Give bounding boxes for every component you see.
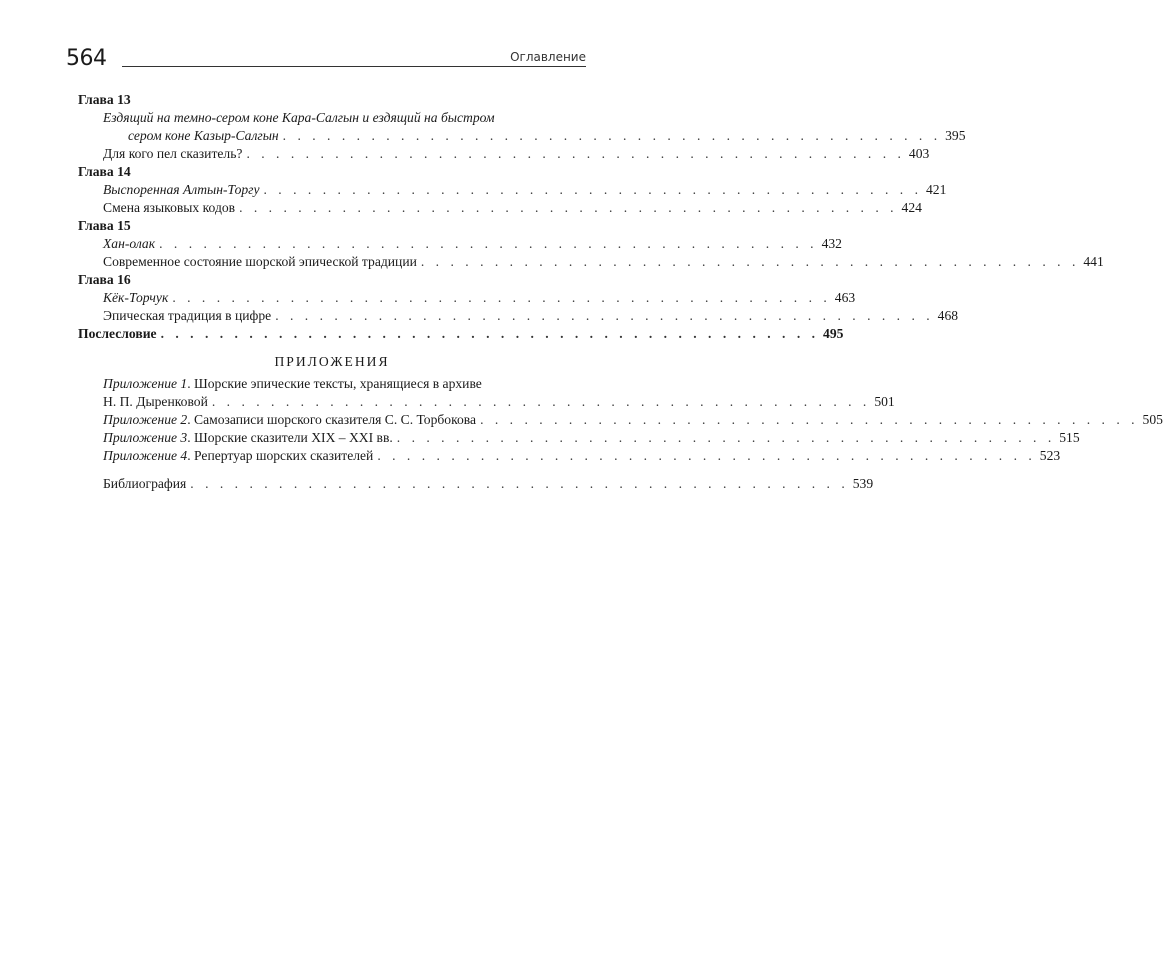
appendix-title: . Шорские эпические тексты, хранящиеся в архиве	[187, 376, 482, 391]
appendix-title: . Самозаписи шорского сказителя С. С. Торбокова	[187, 412, 477, 427]
toc-entry-title: Послесловие	[78, 326, 157, 341]
dot-leader: . . . . . . . . . . . . . . . . . . . . . . . . . . . . . . . . . . . . . . . . . . . . .	[239, 200, 898, 215]
toc-entry-title: Библиография	[103, 476, 187, 491]
header-rule	[122, 66, 586, 67]
toc-entry[interactable]	[103, 429, 1080, 447]
toc-entry[interactable]	[78, 145, 930, 163]
appendix-label: Приложение 1	[103, 376, 188, 391]
appendices-list	[78, 375, 1163, 493]
spacer	[103, 465, 586, 475]
dot-leader: . . . . . . . . . . . . . . . . . . . . . . . . . . . . . . . . . . . . . . . . . . . . .	[275, 308, 934, 323]
dot-leader: . . . . . . . . . . . . . . . . . . . . . . . . . . . . . . . . . . . . . . . . . . . . .	[160, 326, 820, 341]
toc-entry[interactable]	[103, 411, 1163, 429]
toc-entry[interactable]	[78, 235, 842, 253]
appendices-heading: ПРИЛОЖЕНИЯ	[274, 354, 390, 369]
toc-entry-title: Эпическая традиция в цифре	[103, 308, 272, 323]
chapter-13-title: Глава 13	[78, 92, 131, 107]
toc-entry-page: 463	[834, 290, 856, 305]
appendix-label: Приложение 4	[103, 448, 188, 463]
toc-entry-title: Хан-олак	[103, 236, 156, 251]
dot-leader: . . . . . . . . . . . . . . . . . . . . . . . . . . . . . . . . . . . . . . . . . . . . .	[282, 128, 942, 143]
toc-entry[interactable]	[78, 307, 959, 325]
dot-leader: . . . . . . . . . . . . . . . . . . . . . . . . . . . . . . . . . . . . . . . . . . . . .	[377, 448, 1036, 463]
toc-entry[interactable]	[78, 289, 856, 307]
toc-entry-afterword[interactable]	[78, 325, 844, 343]
toc-entry[interactable]	[78, 253, 1104, 271]
chapter-16-title: Глава 16	[78, 272, 131, 287]
dot-leader: . . . . . . . . . . . . . . . . . . . . . . . . . . . . . . . . . . . . . . . . . . . . .	[420, 254, 1080, 269]
dot-leader: . . . . . . . . . . . . . . . . . . . . . . . . . . . . . . . . . . . . . . . . . . . . .	[211, 394, 871, 409]
toc-entry-page: 403	[908, 146, 930, 161]
running-title: Оглавление	[506, 50, 586, 64]
chapter-14-title: Глава 14	[78, 164, 131, 179]
toc-entry-title: Н. П. Дыренковой	[103, 394, 208, 409]
dot-leader: . . . . . . . . . . . . . . . . . . . . . . . . . . . . . . . . . . . . . . . . . . . . .	[172, 290, 831, 305]
table-of-contents	[78, 91, 1163, 493]
toc-entry[interactable]	[103, 447, 1061, 465]
toc-entry-title: Для кого пел сказитель?	[103, 146, 243, 161]
toc-entry-title: Современное состояние шорской эпической традиции	[103, 254, 417, 269]
dot-leader: . . . . . . . . . . . . . . . . . . . . . . . . . . . . . . . . . . . . . . . . . . . . .	[190, 476, 849, 491]
toc-entry[interactable]	[78, 181, 947, 199]
dot-leader: . . . . . . . . . . . . . . . . . . . . . . . . . . . . . . . . . . . . . . . . . . . . .	[263, 182, 922, 197]
toc-entry-bibliography[interactable]	[103, 475, 874, 493]
toc-entry-title: Кёк-Торчук	[103, 290, 169, 305]
dot-leader: . . . . . . . . . . . . . . . . . . . . . . . . . . . . . . . . . . . . . . . . . . . . .	[159, 236, 818, 251]
toc-entry-page: 495	[823, 326, 844, 341]
toc-entry-line: Ездящий на темно-сером коне Кара-Салгын и ездящий на быстром	[103, 110, 495, 125]
toc-entry-title: сером коне Казыр-Салгын	[128, 128, 279, 143]
toc-entry-page: 421	[925, 182, 947, 197]
toc-entry-page: 539	[852, 476, 874, 491]
toc-entry-line	[103, 375, 586, 393]
toc-entry-page: 523	[1039, 448, 1061, 463]
chapter-15-title: Глава 15	[78, 218, 131, 233]
page-header	[66, 46, 586, 74]
toc-entry-page: 468	[937, 308, 959, 323]
dot-leader: . . . . . . . . . . . . . . . . . . . . . . . . . . . . . . . . . . . . . . . . . . . . .	[246, 146, 905, 161]
dot-leader: . . . . . . . . . . . . . . . . . . . . . . . . . . . . . . . . . . . . . . . . . . . . .	[396, 430, 1056, 445]
toc-entry-page: 395	[945, 128, 966, 143]
toc-entry-page: 515	[1059, 430, 1080, 445]
toc-entry-title: Выспоренная Алтын-Торгу	[103, 182, 260, 197]
appendix-title: . Шорские сказители XIX – XXI вв.	[187, 430, 393, 445]
toc-entry-page: 441	[1083, 254, 1104, 269]
toc-entry[interactable]	[103, 393, 895, 411]
toc-entry-page: 505	[1142, 412, 1163, 427]
page-number: 564	[66, 46, 107, 71]
toc-entry[interactable]	[78, 199, 922, 217]
dot-leader: . . . . . . . . . . . . . . . . . . . . . . . . . . . . . . . . . . . . . . . . . . . . .	[480, 412, 1139, 427]
toc-entry-page: 432	[821, 236, 842, 251]
appendix-label: Приложение 2	[103, 412, 188, 427]
appendix-title: . Репертуар шорских сказителей	[187, 448, 374, 463]
toc-entry-page: 501	[874, 394, 895, 409]
appendix-label: Приложение 3	[103, 430, 188, 445]
toc-entry-title: Смена языковых кодов	[103, 200, 236, 215]
toc-entry-page: 424	[901, 200, 922, 215]
toc-entry[interactable]	[78, 127, 966, 145]
